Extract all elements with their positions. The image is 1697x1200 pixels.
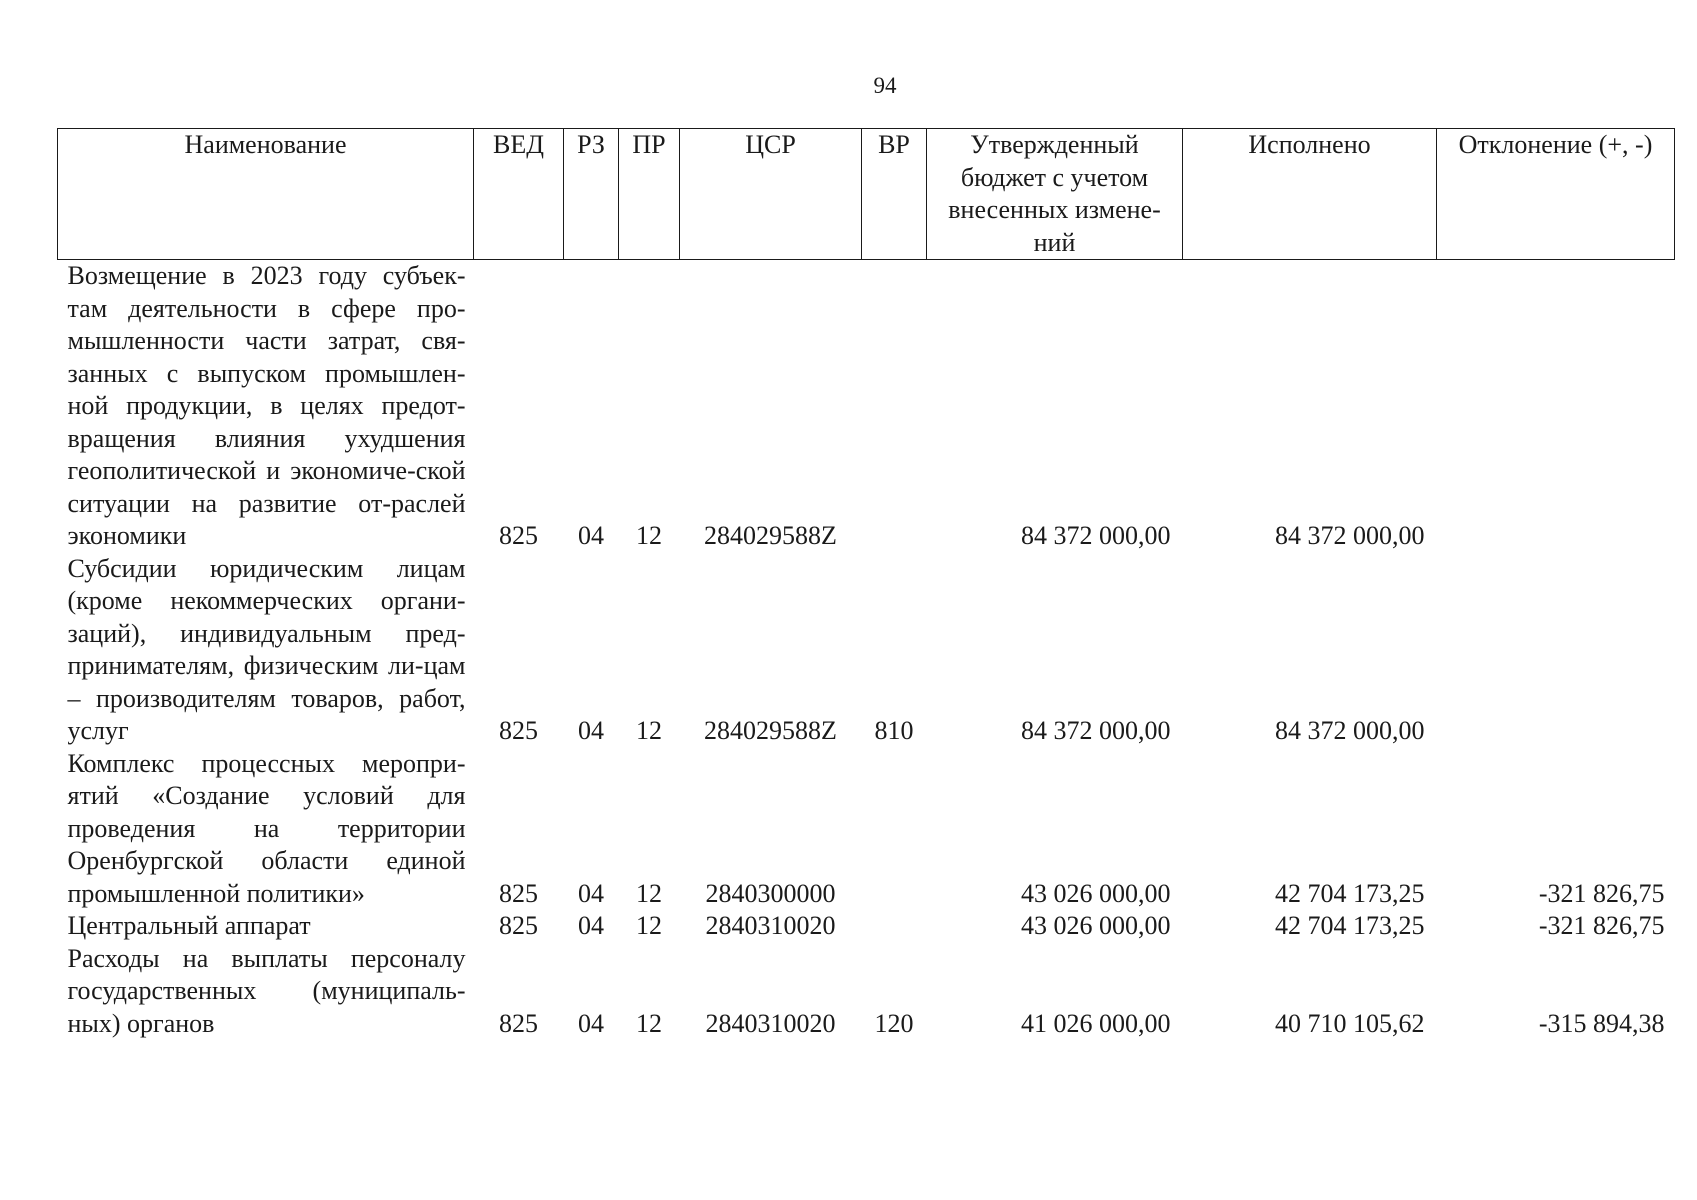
page-number: 94	[873, 73, 897, 98]
budget-table	[57, 128, 1675, 1040]
row-executed: 42 704 173,25	[1275, 911, 1425, 940]
row-approved: 84 372 000,00	[1021, 716, 1171, 745]
row-name: Субсидии юридическим лицам (кроме некоммерческих органи-заций), индивидуальным пред-принимателям, физическим ли-цам – производителям товаров, работ, услуг	[67, 553, 466, 745]
row-vr	[862, 260, 927, 553]
header-pr: ПР	[619, 129, 680, 260]
header-name: Наименование	[58, 129, 474, 260]
table-row	[58, 260, 1675, 553]
row-deviation	[1437, 553, 1675, 748]
row-pr: 12	[636, 878, 662, 908]
row-executed: 40 710 105,62	[1275, 1008, 1425, 1038]
row-rz: 04	[578, 521, 604, 550]
row-ved: 825	[499, 1008, 538, 1038]
row-deviation: -321 826,75	[1538, 911, 1665, 940]
row-csr: 2840310020	[705, 1008, 836, 1038]
row-pr: 12	[636, 716, 662, 745]
row-pr: 12	[636, 911, 662, 940]
row-executed: 84 372 000,00	[1275, 716, 1425, 745]
header-csr: ЦСР	[680, 129, 862, 260]
row-pr: 12	[636, 521, 662, 550]
table-row	[58, 748, 1675, 911]
row-csr: 2840310020	[705, 911, 836, 940]
row-vr	[862, 748, 927, 911]
table-row	[58, 943, 1675, 1041]
row-name: Расходы на выплаты персоналу государственных (муниципаль-ных) органов	[67, 943, 466, 1038]
header-approved: Утвержденный бюджет с учетом внесенных измене-ний	[927, 129, 1183, 260]
row-vr: 810	[874, 716, 914, 745]
row-ved: 825	[499, 878, 538, 908]
row-csr: 284029588Z	[704, 521, 837, 550]
header-executed: Исполнено	[1183, 129, 1437, 260]
row-name: Комплекс процессных меропри-ятий «Создание условий для проведения на территории Оренбургской области единой промышленной политики»	[67, 748, 466, 908]
row-csr: 284029588Z	[704, 716, 837, 745]
header-rz: РЗ	[564, 129, 619, 260]
row-name: Возмещение в 2023 году субъек-там деятельности в сфере про-мышленности части затрат, свя-занных с выпуском промышлен-ной продукции, в целях предот-вращения влияния ухудшения геополитической и экономиче-ской ситуации на развитие от-раслей экономики	[67, 261, 466, 550]
table-row	[58, 553, 1675, 748]
row-deviation: -315 894,38	[1538, 1008, 1665, 1038]
row-ved: 825	[499, 911, 538, 940]
row-pr: 12	[636, 1008, 662, 1038]
row-ved: 825	[499, 716, 538, 745]
row-rz: 04	[578, 1008, 604, 1038]
row-rz: 04	[578, 716, 604, 745]
table-header	[58, 129, 1675, 260]
table-row	[58, 910, 1675, 943]
row-approved: 41 026 000,00	[1021, 1008, 1171, 1038]
row-name: Центральный аппарат	[67, 911, 311, 940]
header-ved: ВЕД	[474, 129, 564, 260]
table-body	[58, 260, 1675, 1041]
header-vr: ВР	[862, 129, 927, 260]
row-vr	[862, 910, 927, 943]
row-executed: 84 372 000,00	[1275, 521, 1425, 550]
row-vr: 120	[874, 1008, 914, 1038]
row-approved: 43 026 000,00	[1021, 911, 1171, 940]
header-deviation: Отклонение (+, -)	[1437, 129, 1675, 260]
row-csr: 2840300000	[705, 878, 836, 908]
row-deviation: -321 826,75	[1538, 878, 1665, 908]
row-rz: 04	[578, 911, 604, 940]
row-deviation	[1437, 260, 1675, 553]
row-approved: 84 372 000,00	[1021, 521, 1171, 550]
row-rz: 04	[578, 878, 604, 908]
row-ved: 825	[499, 521, 538, 550]
row-approved: 43 026 000,00	[1021, 878, 1171, 908]
row-executed: 42 704 173,25	[1275, 878, 1425, 908]
